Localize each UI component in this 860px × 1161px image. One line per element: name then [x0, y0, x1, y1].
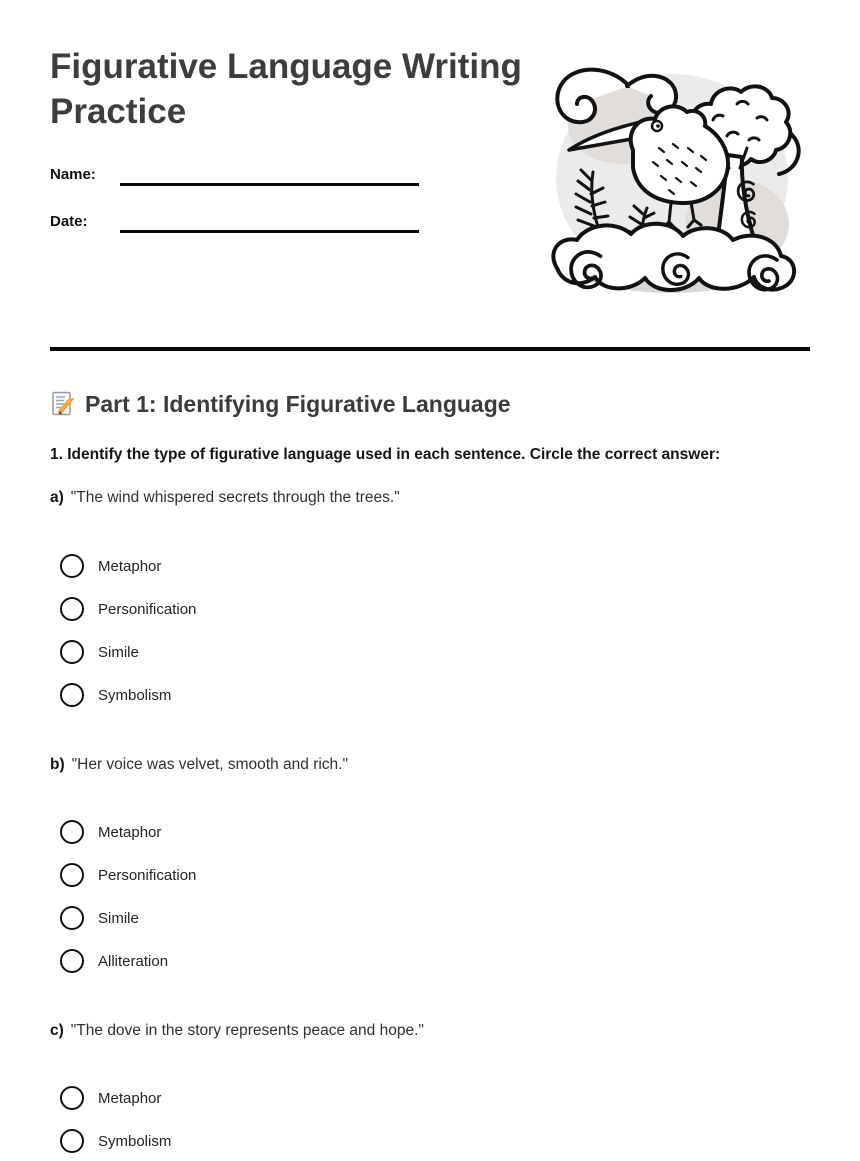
radio-button[interactable]: [60, 1129, 84, 1153]
option-label: Metaphor: [98, 823, 162, 841]
name-field[interactable]: [120, 165, 419, 186]
question-b-options: [50, 820, 810, 973]
option-row-a-metaphor[interactable]: [50, 554, 810, 578]
radio-button[interactable]: [60, 906, 84, 930]
question-b-label: b): [50, 756, 65, 773]
radio-button[interactable]: [60, 820, 84, 844]
option-label: Simile: [98, 909, 139, 927]
radio-button[interactable]: [60, 863, 84, 887]
option-row-c-metaphor[interactable]: [50, 1086, 810, 1110]
question-b-text: "Her voice was velvet, smooth and rich.": [71, 756, 348, 773]
name-label: Name:: [50, 166, 96, 183]
date-field-row: [50, 212, 419, 233]
question-c-text: "The dove in the story represents peace and hope.": [70, 1022, 424, 1039]
radio-button[interactable]: [60, 597, 84, 621]
option-row-a-personification[interactable]: [50, 597, 810, 621]
option-label: Metaphor: [98, 557, 162, 575]
radio-button[interactable]: [60, 949, 84, 973]
memo-pencil-icon: [50, 391, 76, 417]
option-row-a-simile[interactable]: [50, 640, 810, 664]
part1-heading: [50, 389, 810, 419]
part1-heading-text: Part 1: Identifying Figurative Language: [85, 391, 511, 417]
question-a-label: a): [50, 489, 64, 506]
radio-button[interactable]: [60, 1086, 84, 1110]
option-row-c-symbolism[interactable]: [50, 1129, 810, 1153]
question-a-sentence: [50, 487, 810, 508]
part1-section: [50, 375, 810, 1153]
option-label: Personification: [98, 866, 197, 884]
question1-instruction: 1. Identify the type of figurative language used in each sentence. Circle the correct answer:: [50, 446, 721, 463]
option-label: Symbolism: [98, 686, 172, 704]
option-label: Simile: [98, 643, 139, 661]
question-b-sentence: [50, 754, 810, 775]
question-a-options: [50, 554, 810, 707]
option-row-a-symbolism[interactable]: [50, 683, 810, 707]
option-label: Symbolism: [98, 1132, 172, 1150]
option-label: Personification: [98, 600, 197, 618]
option-label: Alliteration: [98, 952, 169, 970]
option-row-b-personification[interactable]: [50, 863, 810, 887]
question-c-label: c): [50, 1022, 64, 1039]
radio-button[interactable]: [60, 640, 84, 664]
question-c-options: [50, 1086, 810, 1153]
name-field-row: [50, 165, 419, 186]
section-divider: [50, 347, 810, 351]
question-a-text: "The wind whispered secrets through the trees.": [70, 489, 400, 506]
page-title: Figurative Language Writing Practice: [50, 47, 522, 131]
option-label: Metaphor: [98, 1089, 162, 1107]
date-field[interactable]: [120, 212, 419, 233]
date-label: Date:: [50, 213, 88, 230]
option-row-b-simile[interactable]: [50, 906, 810, 930]
kiwi-illustration: [541, 56, 803, 304]
option-row-b-alliteration[interactable]: [50, 949, 810, 973]
question-c-sentence: [50, 1020, 810, 1041]
radio-button[interactable]: [60, 554, 84, 578]
radio-button[interactable]: [60, 683, 84, 707]
option-row-b-metaphor[interactable]: [50, 820, 810, 844]
